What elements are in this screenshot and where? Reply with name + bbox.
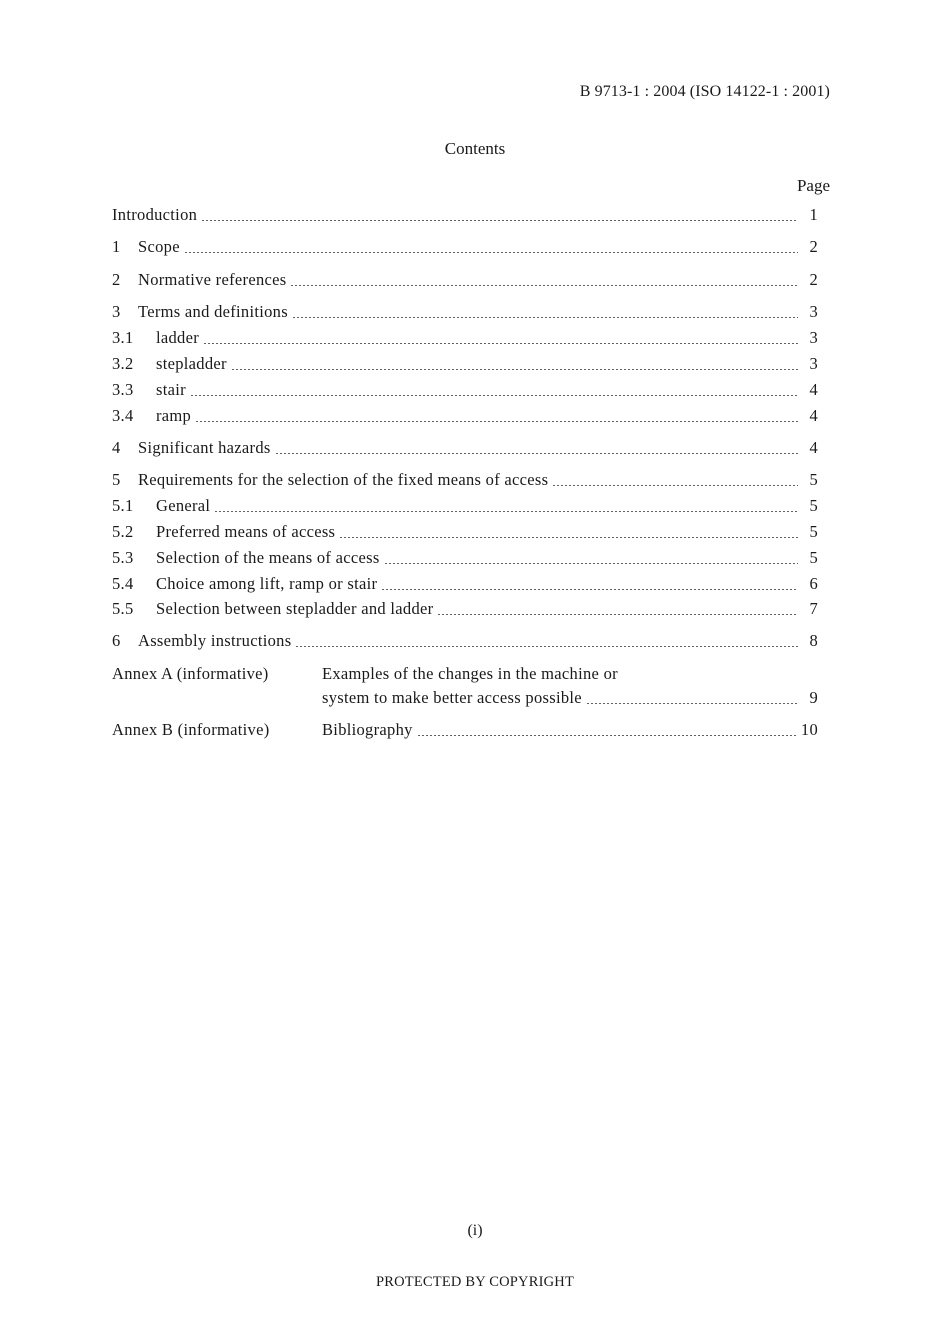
toc-entry-annex-a-continued[interactable]	[112, 688, 818, 710]
toc-entry-number: 3.4	[112, 406, 134, 425]
document-id-header: B 9713-1 : 2004 (ISO 14122-1 : 2001)	[579, 83, 830, 100]
toc-entry-title: Requirements for the selection of the fixed means of access	[138, 470, 549, 489]
annex-label: Annex A (informative)	[112, 664, 269, 683]
toc-entry-page: 4	[809, 406, 818, 425]
toc-entry-title: Selection of the means of access	[156, 548, 380, 567]
toc-entry-annex-b[interactable]	[112, 720, 818, 742]
toc-entry-page: 3	[809, 328, 818, 347]
toc-entry-introduction[interactable]	[112, 205, 818, 227]
toc-entry-choice-lift-ramp-stair[interactable]	[112, 574, 818, 596]
toc-entry-stair[interactable]	[112, 380, 818, 402]
toc-entry-number: 3	[112, 302, 121, 321]
dot-leader	[184, 252, 798, 253]
toc-entry-page: 5	[809, 496, 818, 515]
dot-leader	[190, 395, 798, 396]
copyright-notice: PROTECTED BY COPYRIGHT	[375, 1274, 574, 1290]
toc-entry-page: 6	[809, 574, 818, 593]
page-number: (i)	[467, 1222, 483, 1239]
dot-leader	[417, 735, 797, 736]
toc-entry-page: 1	[809, 205, 818, 224]
toc-entry-title: ladder	[156, 328, 200, 347]
toc-entry-title: ramp	[156, 406, 192, 425]
dot-leader	[231, 369, 798, 370]
toc-entry-ramp[interactable]	[112, 406, 818, 428]
toc-entry-page: 5	[809, 522, 818, 541]
toc-entry-title-continued: system to make better access possible	[322, 688, 582, 707]
dot-leader	[201, 220, 798, 221]
toc-entry-annex-a[interactable]	[112, 664, 818, 686]
page-column-label: Page	[796, 176, 830, 195]
toc-entry-page: 5	[809, 548, 818, 567]
toc-entry-page: 2	[809, 237, 818, 256]
toc-entry-stepladder-vs-ladder[interactable]	[112, 599, 818, 621]
toc-entry-number: 5.1	[112, 496, 134, 515]
toc-entry-title: Scope	[138, 237, 180, 256]
toc-entry-title: Significant hazards	[138, 438, 271, 457]
toc-entry-requirements[interactable]	[112, 470, 818, 492]
dot-leader	[339, 537, 798, 538]
toc-entry-number: 5.5	[112, 599, 134, 618]
dot-leader	[552, 485, 798, 486]
contents-title: Contents	[444, 139, 506, 158]
toc-entry-ladder[interactable]	[112, 328, 818, 350]
annex-label: Annex B (informative)	[112, 720, 270, 739]
toc-entry-page: 2	[809, 270, 818, 289]
toc-entry-page: 3	[809, 302, 818, 321]
dot-leader	[437, 614, 798, 615]
toc-entry-title: Selection between stepladder and ladder	[156, 599, 434, 618]
toc-entry-number: 5.3	[112, 548, 134, 567]
toc-entry-title: Examples of the changes in the machine or	[322, 664, 618, 683]
toc-entry-title: Assembly instructions	[138, 631, 292, 650]
toc-entry-title: Terms and definitions	[138, 302, 288, 321]
toc-entry-number: 5	[112, 470, 121, 489]
toc-entry-number: 5.2	[112, 522, 134, 541]
dot-leader	[586, 703, 798, 704]
toc-entry-normative-references[interactable]	[112, 270, 818, 292]
toc-entry-title: stair	[156, 380, 186, 399]
dot-leader	[384, 563, 798, 564]
dot-leader	[381, 589, 798, 590]
dot-leader	[214, 511, 798, 512]
dot-leader	[295, 646, 798, 647]
toc-entry-assembly-instructions[interactable]	[112, 631, 818, 653]
dot-leader	[290, 285, 798, 286]
toc-entry-stepladder[interactable]	[112, 354, 818, 376]
toc-entry-page: 4	[809, 438, 818, 457]
toc-entry-preferred-means[interactable]	[112, 522, 818, 544]
toc-entry-terms-definitions[interactable]	[112, 302, 818, 324]
dot-leader	[195, 421, 798, 422]
toc-entry-scope[interactable]	[112, 237, 818, 259]
toc-entry-page: 10	[800, 720, 818, 739]
toc-entry-number: 3.1	[112, 328, 134, 347]
toc-entry-page: 9	[809, 688, 818, 707]
toc-entry-page: 4	[809, 380, 818, 399]
toc-entry-number: 5.4	[112, 574, 134, 593]
toc-entry-page: 3	[809, 354, 818, 373]
dot-leader	[275, 453, 798, 454]
toc-entry-number: 3.3	[112, 380, 134, 399]
toc-entry-title: stepladder	[156, 354, 227, 373]
dot-leader	[292, 317, 798, 318]
toc-entry-title: Bibliography	[322, 720, 413, 739]
toc-entry-number: 4	[112, 438, 121, 457]
toc-entry-general[interactable]	[112, 496, 818, 518]
toc-entry-title: Introduction	[112, 205, 198, 224]
toc-entry-title: Choice among lift, ramp or stair	[156, 574, 378, 593]
toc-entry-title: Normative references	[138, 270, 287, 289]
toc-entry-title: General	[156, 496, 211, 515]
toc-entry-page: 7	[809, 599, 818, 618]
toc-entry-page: 8	[809, 631, 818, 650]
toc-entry-title: Preferred means of access	[156, 522, 336, 541]
toc-entry-selection-means[interactable]	[112, 548, 818, 570]
toc-entry-number: 2	[112, 270, 121, 289]
toc-entry-number: 6	[112, 631, 121, 650]
toc-entry-page: 5	[809, 470, 818, 489]
toc-entry-number: 3.2	[112, 354, 134, 373]
dot-leader	[203, 343, 798, 344]
toc-entry-significant-hazards[interactable]	[112, 438, 818, 460]
toc-entry-number: 1	[112, 237, 121, 256]
